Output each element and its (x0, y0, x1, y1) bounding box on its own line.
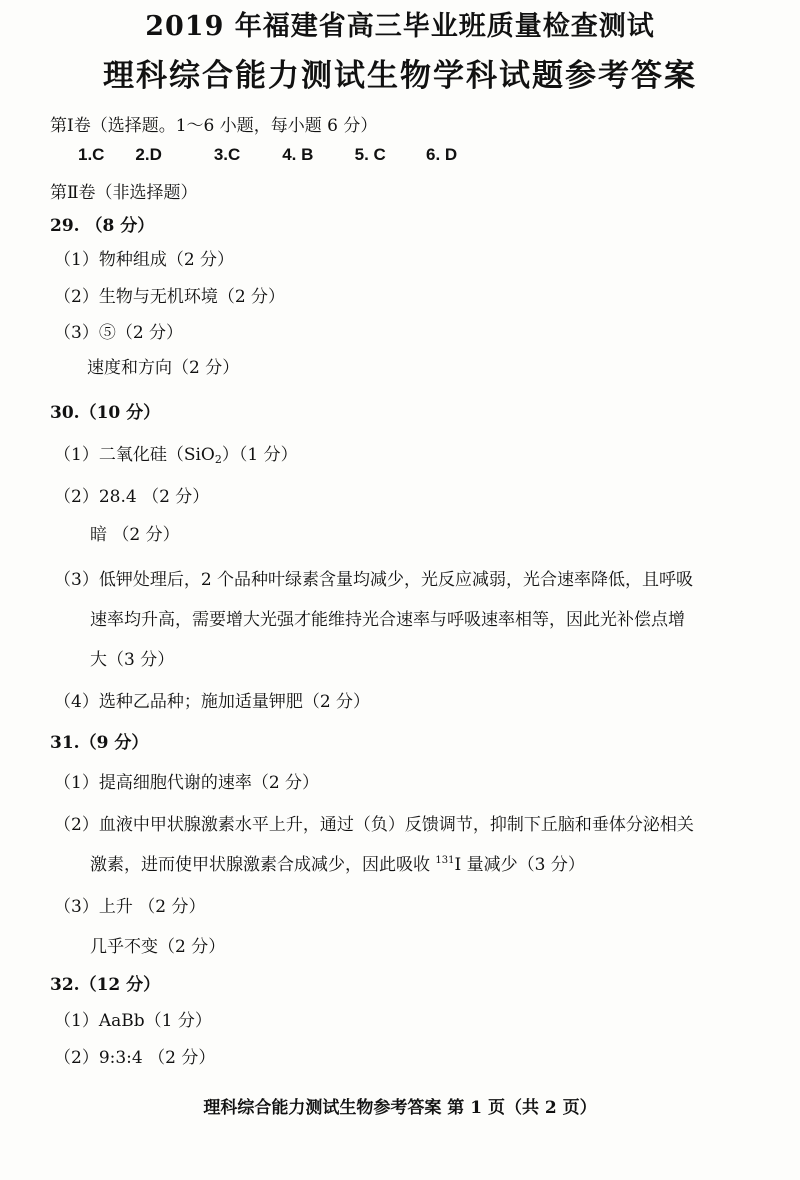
part1-heading: 第Ⅰ卷（选择题。1～6 小题，每小题 6 分） (50, 116, 378, 136)
q29-answer-3b: 速度和方向（2 分） (87, 358, 240, 378)
answer-1: 1.C (78, 145, 105, 164)
answer-5: 5. C (354, 145, 386, 164)
q32-heading: 32.（12 分） (50, 975, 161, 995)
q31-answer-1: （1）提高细胞代谢的速率（2 分） (54, 773, 320, 793)
q31-answer-3b: 几乎不变（2 分） (90, 937, 226, 957)
q29-answer-1: （1）物种组成（2 分） (54, 250, 235, 270)
q31-answer-2-line2 (90, 850, 585, 875)
q30-answer-2: （2）28.4 （2 分） (54, 487, 210, 507)
answer-2: 2.D (135, 145, 162, 164)
choice-answers (78, 145, 457, 165)
q31-answer-2-score: I 量减少（3 分） (454, 855, 585, 875)
document-title: 理科综合能力测试生物学科试题参考答案 (103, 58, 697, 94)
q31-answer-2-text: 激素，进而使甲状腺激素合成减少，因此吸收 (90, 855, 436, 875)
q31-heading: 31.（9 分） (50, 733, 149, 753)
answer-4: 4. B (282, 145, 314, 164)
q30-heading: 30.（10 分） (50, 403, 161, 423)
q30-answer-2b: 暗 （2 分） (90, 525, 180, 545)
part2-heading: 第Ⅱ卷（非选择题） (50, 183, 198, 203)
q30-answer-1-text: （1）二氧化硅（SiO (54, 445, 215, 465)
subscript: 2 (214, 453, 222, 466)
answer-6: 6. D (426, 145, 458, 164)
q32-answer-1: （1）AaBb（1 分） (54, 1011, 212, 1031)
q29-heading: 29. （8 分） (50, 216, 155, 236)
page-footer: 理科综合能力测试生物参考答案 第 1 页（共 2 页） (203, 1098, 597, 1118)
q30-answer-1-score: ）（1 分） (221, 445, 298, 465)
q30-answer-4: （4）选种乙品种；施加适量钾肥（2 分） (54, 692, 371, 712)
q32-answer-2: （2）9:3:4 （2 分） (54, 1048, 216, 1068)
superscript: 131 (435, 855, 455, 866)
answer-3: 3.C (213, 145, 241, 164)
q30-answer-3-line3: 大（3 分） (90, 650, 175, 670)
q29-answer-3: （3）⑤（2 分） (54, 323, 184, 343)
q30-answer-1 (54, 440, 298, 466)
exam-title: 2019 年福建省高三毕业班质量检查测试 (145, 11, 655, 42)
q31-answer-3: （3）上升 （2 分） (54, 897, 206, 917)
q29-answer-2: （2）生物与无机环境（2 分） (54, 287, 286, 307)
q30-answer-3-line2: 速率均升高，需要增大光强才能维持光合速率与呼吸速率相等，因此光补偿点增 (90, 610, 685, 630)
q31-answer-2-line1: （2）血液中甲状腺激素水平上升，通过（负）反馈调节，抑制下丘脑和垂体分泌相关 (54, 815, 694, 835)
q30-answer-3-line1: （3）低钾处理后，2 个品种叶绿素含量均减少，光反应减弱，光合速率降低，且呼吸 (54, 570, 694, 590)
